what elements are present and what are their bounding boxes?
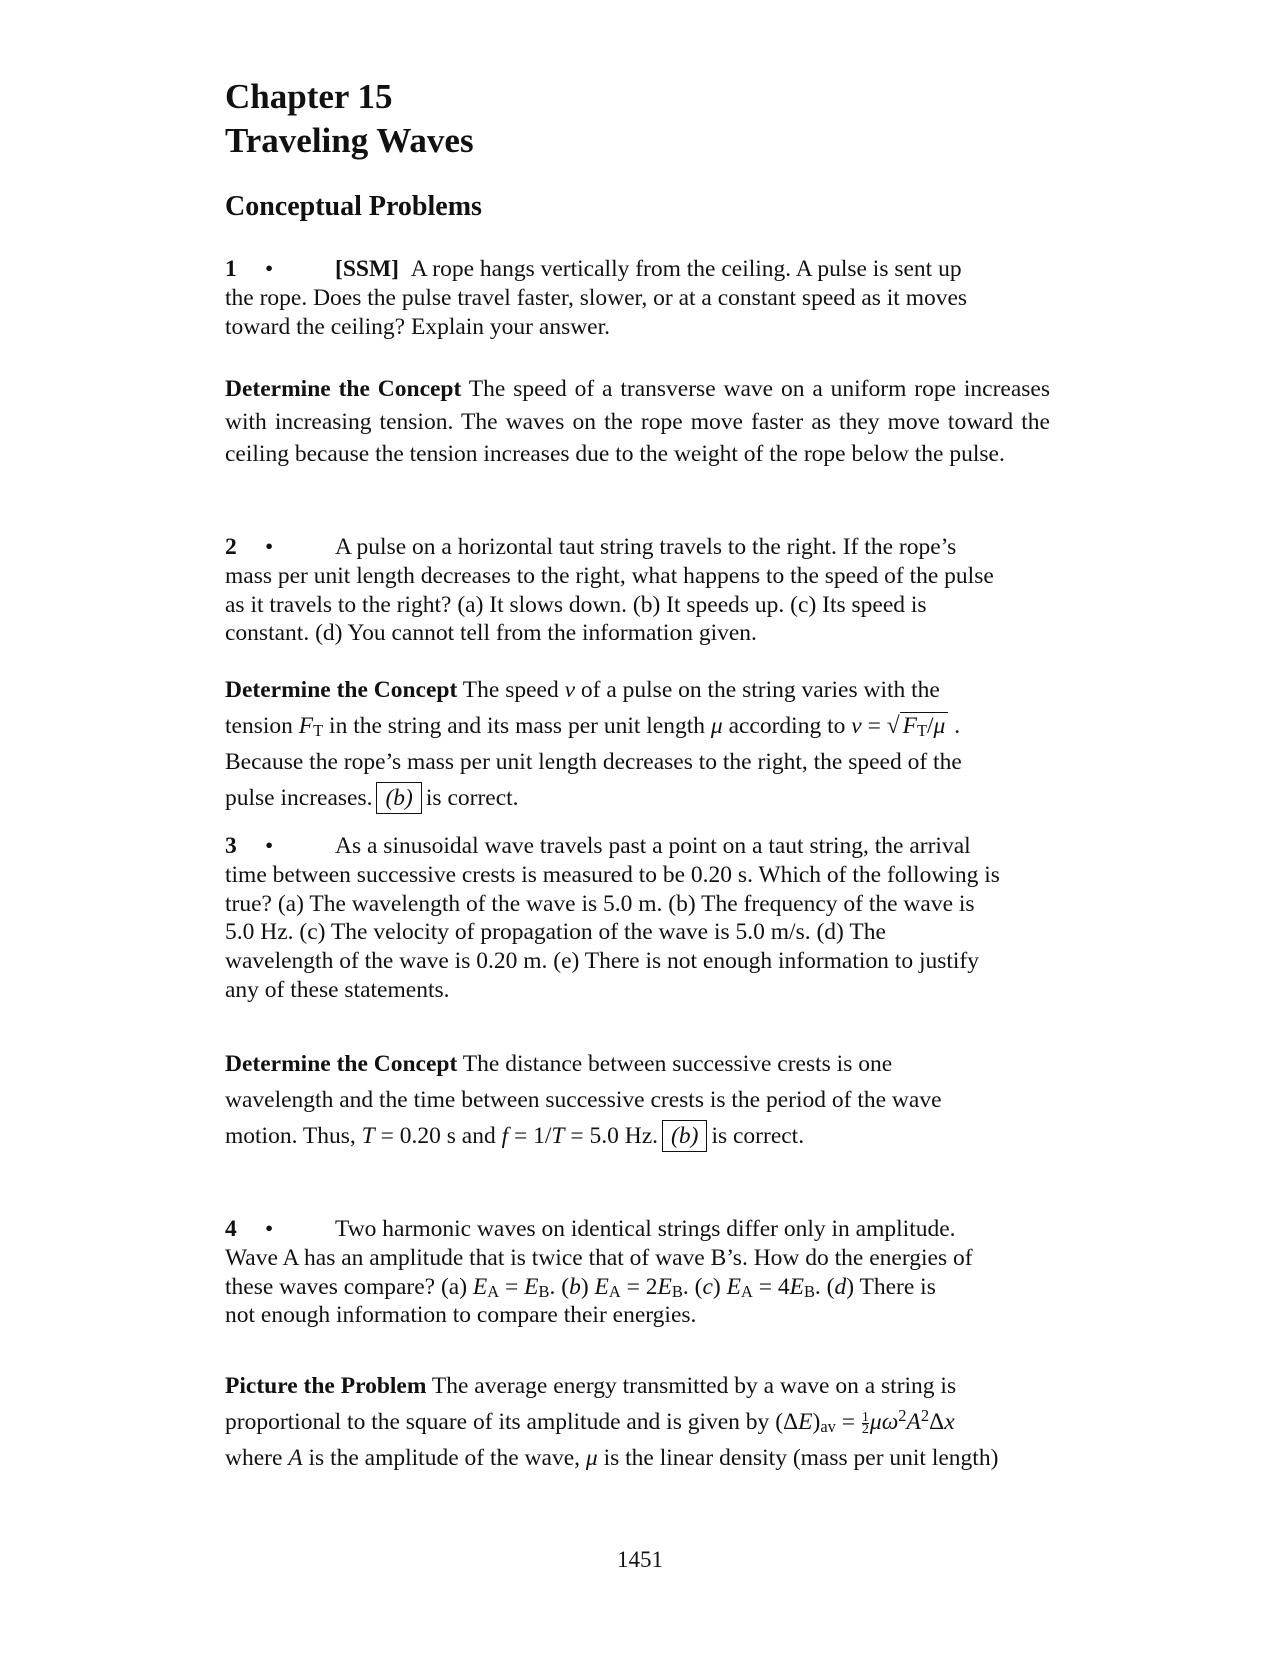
solution-1 — [225, 373, 1050, 471]
solution-heading: Determine the Concept — [225, 1051, 458, 1077]
problem-number: 4 — [225, 1216, 237, 1242]
answer-box: (b) — [662, 1120, 707, 1152]
problem-text: not enough information to compare their energies. — [225, 1302, 697, 1329]
difficulty-bullet: • — [265, 534, 274, 560]
chapter-number: Chapter 15 — [225, 77, 393, 116]
problem-text: these waves compare? (a) $E_A = E_B$. (b) $E_A = 2E_B$. (c) $E_A = 4E_B$. (d) There is — [225, 1273, 936, 1301]
difficulty-bullet: • — [265, 1216, 274, 1242]
chapter-title: Traveling Waves — [225, 121, 474, 160]
problem-number: 2 — [225, 534, 237, 560]
problem-text: time between successive crests is measured to be 0.20 s. Which of the following is — [225, 861, 1000, 888]
problem-4 — [225, 1215, 1050, 1330]
problem-text: A rope hangs vertically from the ceiling. A pulse is sent up — [410, 256, 962, 282]
chapter-heading — [225, 75, 1050, 163]
problem-number: 3 — [225, 833, 237, 859]
answer-box: (b) — [376, 782, 421, 814]
page-number: 1451 — [617, 1547, 663, 1572]
solution-2: Determine the Concept The speed v of a pulse on the string varies with the tension $F_T$ in the string and its mass per unit length μ according to v = √ $F_T/\mu$ . Because the rope’s mass per unit length decreases to the right, the speed of the pulse increases. (b) is correct. — [225, 672, 1050, 816]
problem-text: wavelength of the wave is 0.20 m. (e) There is not enough information to justify — [225, 948, 980, 975]
problem-text: mass per unit length decreases to the right, what happens to the speed of the pulse — [225, 562, 994, 589]
problem-text: true? (a) The wavelength of the wave is 5.0 m. (b) The frequency of the wave is — [225, 890, 975, 917]
ssm-tag: [SSM] — [335, 256, 399, 282]
problem-text: any of these statements. — [225, 976, 450, 1003]
problem-2 — [225, 533, 1050, 648]
problem-1 — [225, 255, 1050, 341]
problem-3 — [225, 832, 1050, 1005]
section-title: Conceptual Problems — [225, 191, 482, 222]
difficulty-bullet: • — [265, 833, 274, 859]
problem-text: toward the ceiling? Explain your answer. — [225, 313, 611, 340]
problem-number: 1 — [225, 256, 237, 282]
solution-heading: Determine the Concept — [225, 376, 462, 402]
problem-text: as it travels to the right? (a) It slows down. (b) It speeds up. (c) Its speed is — [225, 591, 927, 618]
problem-text: Two harmonic waves on identical strings differ only in amplitude. — [335, 1216, 956, 1242]
difficulty-bullet: • — [265, 256, 274, 282]
problem-text: the rope. Does the pulse travel faster, slower, or at a constant speed as it moves — [225, 284, 968, 311]
problem-text: constant. (d) You cannot tell from the information given. — [225, 620, 757, 647]
solution-heading: Picture the Problem — [225, 1373, 427, 1399]
problem-text: A pulse on a horizontal taut string travels to the right. If the rope’s — [335, 534, 957, 560]
solution-4: Picture the Problem The average energy transmitted by a wave on a string is proportional to the square of its amplitude and is given by $(\Delta E)_{av}$ = $\frac{1}{2}$ $\mu\omega^2A^2\Delta x$ where A is the amplitude of the wave, μ is the linear density (mass per unit length) — [225, 1373, 999, 1471]
solution-text: The speed of a transverse wave on a uniform rope increases with increasing tension. The waves on the rope move faster as they move toward the ceiling because the tension increases due to the weight of the rope below the pulse. — [225, 376, 1050, 467]
problem-text: Wave A has an amplitude that is twice that of wave B’s. How do the energies of — [225, 1244, 973, 1271]
solution-3: Determine the Concept The distance between successive crests is one wavelength and the time between successive crests is the period of the wave motion. Thus, T = 0.20 s and f = 1/T = 5.0 Hz. (b) is correct. — [225, 1046, 1050, 1154]
problem-text: 5.0 Hz. (c) The velocity of propagation of the wave is 5.0 m/s. (d) The — [225, 919, 886, 946]
solution-heading: Determine the Concept — [225, 677, 458, 703]
energy-formula: $(\Delta E)_{av}$ = $\frac{1}{2}$ $\mu\omega^2A^2\Delta x$ — [775, 1406, 955, 1438]
problem-text: As a sinusoidal wave travels past a point on a taut string, the arrival — [335, 833, 971, 859]
speed-formula: v = √ $F_T/\mu$ . — [851, 713, 961, 740]
